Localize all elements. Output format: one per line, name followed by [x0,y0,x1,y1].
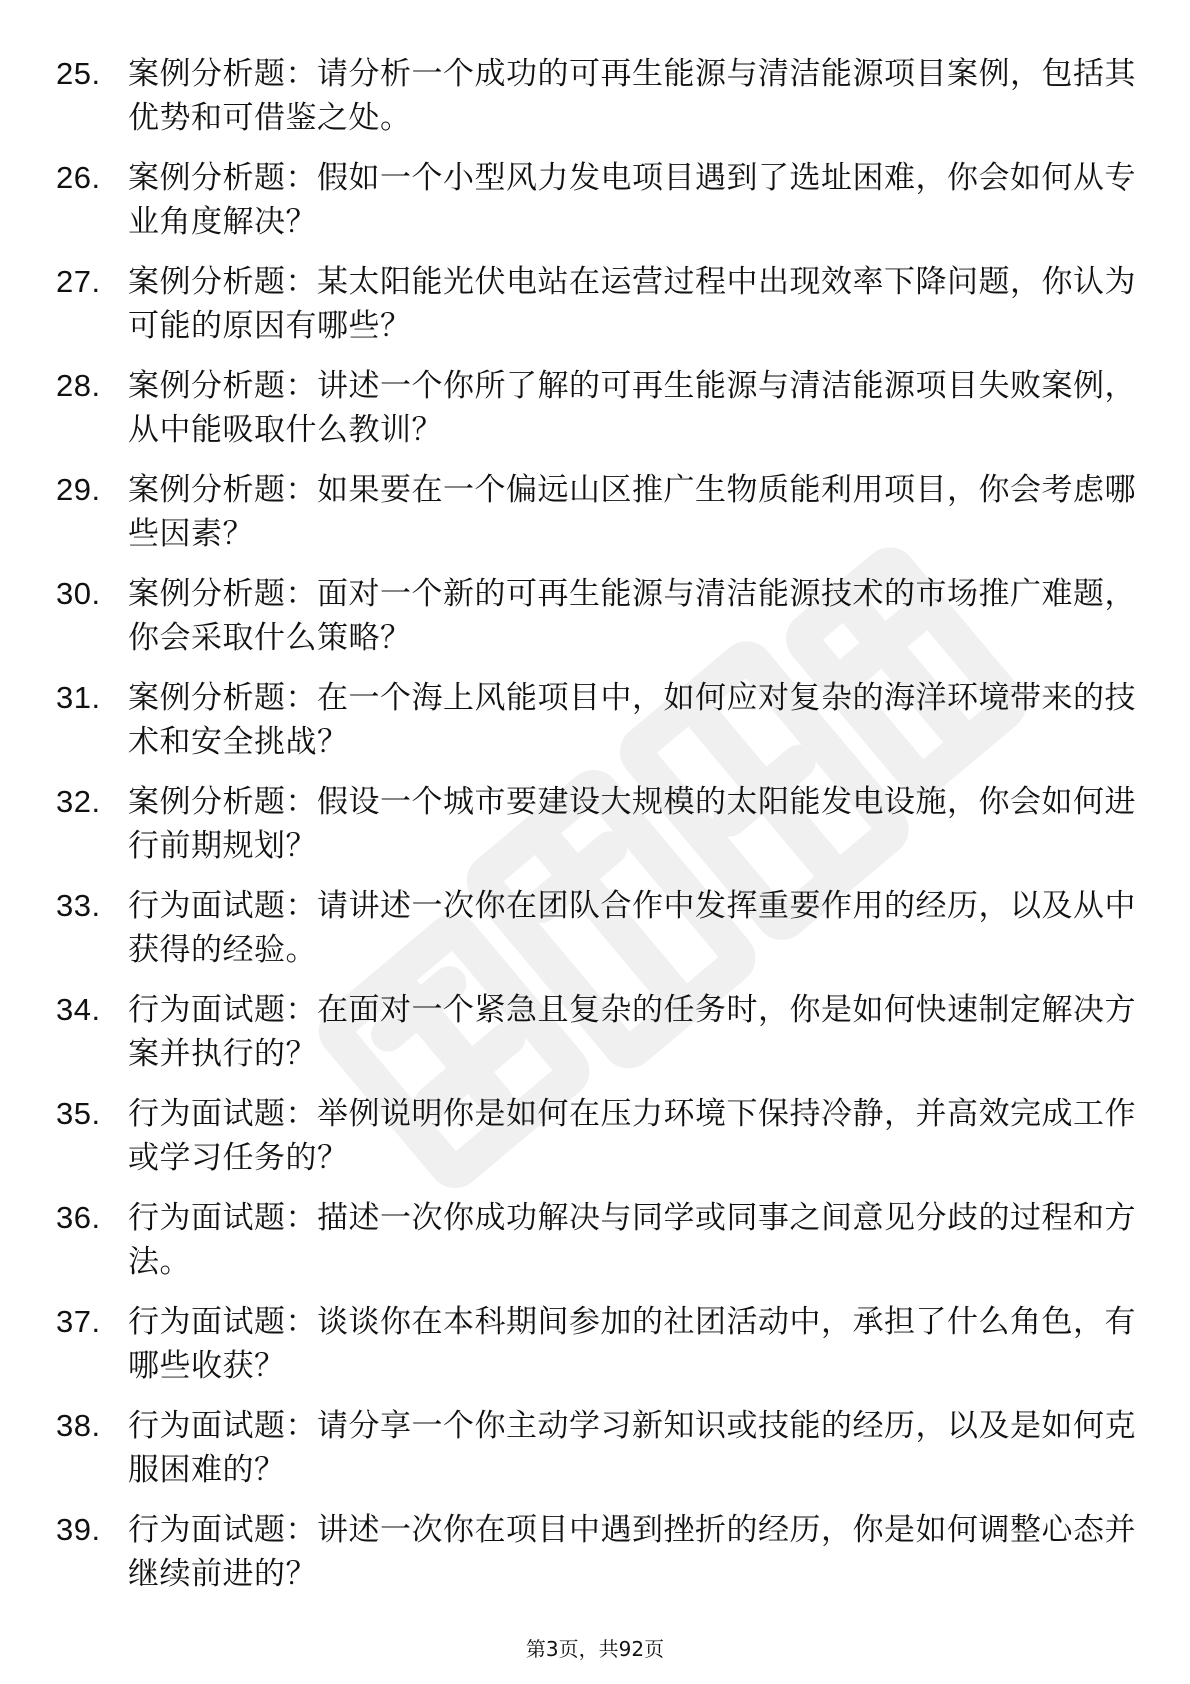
question-item [56,1196,1136,1284]
question-item [56,156,1136,244]
question-number: 29. [56,472,101,507]
question-number: 32. [56,784,101,819]
question-number: 36. [56,1200,101,1235]
question-text: 案例分析题：假设一个城市要建设大规模的太阳能发电设施，你会如何进行前期规划？ [128,784,1136,864]
question-number: 38. [56,1408,101,1443]
question-number: 33. [56,888,101,923]
question-item [56,364,1136,452]
question-text: 行为面试题：在面对一个紧急且复杂的任务时，你是如何快速制定解决方案并执行的？ [128,992,1136,1072]
question-text: 行为面试题：描述一次你成功解决与同学或同事之间意见分歧的过程和方法。 [128,1200,1136,1280]
question-item [56,1508,1136,1596]
question-number: 34. [56,992,101,1027]
question-text: 案例分析题：假如一个小型风力发电项目遇到了选址困难，你会如何从专业角度解决？ [128,160,1136,240]
question-number: 35. [56,1096,101,1131]
question-text: 案例分析题：面对一个新的可再生能源与清洁能源技术的市场推广难题，你会采取什么策略？ [128,576,1136,656]
question-item [56,52,1136,140]
question-item [56,468,1136,556]
question-item [56,572,1136,660]
page-indicator: 第3页，共92页 [525,1637,665,1661]
question-number: 25. [56,56,101,91]
question-number: 30. [56,576,101,611]
question-text: 行为面试题：谈谈你在本科期间参加的社团活动中，承担了什么角色，有哪些收获？ [128,1304,1136,1384]
question-text: 行为面试题：请分享一个你主动学习新知识或技能的经历，以及是如何克服困难的？ [128,1408,1136,1488]
question-text: 案例分析题：在一个海上风能项目中，如何应对复杂的海洋环境带来的技术和安全挑战？ [128,680,1136,760]
question-item [56,676,1136,764]
question-item [56,1092,1136,1180]
question-text: 案例分析题：某太阳能光伏电站在运营过程中出现效率下降问题，你认为可能的原因有哪些？ [128,264,1136,344]
question-item [56,260,1136,348]
question-item [56,1404,1136,1492]
question-number: 31. [56,680,101,715]
question-text: 行为面试题：请讲述一次你在团队合作中发挥重要作用的经历，以及从中获得的经验。 [128,888,1136,968]
question-number: 37. [56,1304,101,1339]
question-number: 26. [56,160,101,195]
question-list [56,52,1136,1612]
question-text: 行为面试题：讲述一次你在项目中遇到挫折的经历，你是如何调整心态并继续前进的？ [128,1512,1136,1592]
question-item [56,780,1136,868]
question-item [56,988,1136,1076]
question-text: 案例分析题：讲述一个你所了解的可再生能源与清洁能源项目失败案例，从中能吸取什么教训？ [128,368,1136,448]
question-item [56,1300,1136,1388]
question-number: 39. [56,1512,101,1547]
question-text: 行为面试题：举例说明你是如何在压力环境下保持冷静，并高效完成工作或学习任务的？ [128,1096,1136,1176]
question-item [56,884,1136,972]
question-text: 案例分析题：请分析一个成功的可再生能源与清洁能源项目案例，包括其优势和可借鉴之处。 [128,56,1136,136]
question-text: 案例分析题：如果要在一个偏远山区推广生物质能利用项目，你会考虑哪些因素？ [128,472,1136,552]
question-number: 27. [56,264,101,299]
question-number: 28. [56,368,101,403]
